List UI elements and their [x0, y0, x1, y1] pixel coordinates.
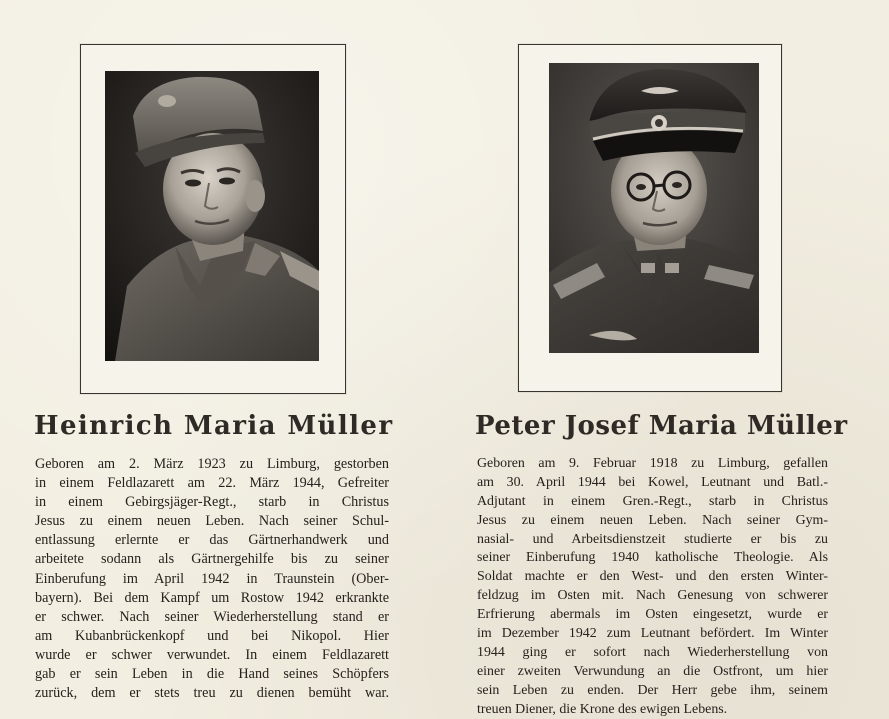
bio-line: treuen Diener, die Krone des ewigen Lebens.	[477, 701, 728, 717]
heinrich-name-heading: Heinrich Maria Müller	[34, 411, 394, 441]
bio-line: nasial- und Arbeitsdienstzeit studierte er bis zu	[477, 531, 828, 547]
bio-line: bayern). Bei dem Kampf um Rostow 1942 erkrankte	[35, 589, 389, 606]
bio-line: Geboren am 2. März 1923 zu Limburg, gestorben	[35, 456, 389, 472]
bio-line: Soldat machte er den West- und den ersten Winter-	[477, 569, 828, 585]
portrait-photo-heinrich	[105, 71, 319, 361]
peter-name-heading: Peter Josef Maria Müller	[475, 411, 848, 441]
portrait-frame-heinrich	[80, 44, 346, 394]
bio-line: am 30. April 1944 bei Kowel, Leutnant und Batl.-	[477, 474, 828, 490]
bio-line: feldzug im Osten mit. Nach Genesung von schwerer	[477, 588, 828, 604]
bio-line: Jesus zu einem neuen Leben. Nach seiner Schul-	[35, 513, 389, 530]
bio-line: er schwer. Nach seiner Wiederherstellung stand er	[35, 608, 389, 625]
portrait-frame-peter	[518, 44, 782, 392]
bio-line: Einberufung im April 1942 in Traunstein (Ober-	[35, 570, 389, 587]
bio-line: Geboren am 9. Februar 1918 zu Limburg, gefallen	[477, 456, 828, 471]
bio-line: arbeitete sodann als Gärtnergehilfe bis zu seiner	[35, 551, 389, 568]
bio-line: wurde er schwer verwundet. In einem Feldlazarett	[35, 646, 389, 663]
bio-line: Adjutant in einem Gren.-Regt., starb in Christus	[477, 493, 828, 509]
heinrich-biography	[35, 455, 389, 703]
portrait-heinrich-image	[105, 71, 319, 361]
bio-line: 1944 ging er sofort nach Wiederherstellung von	[477, 644, 828, 660]
bio-line: Erfrierung abermals im Osten eingesetzt, wurde er	[477, 607, 828, 623]
bio-line: in einem Gebirgsjäger-Regt., starb in Christus	[35, 494, 389, 511]
bio-line: zurück, dem er stets treu zu dienen bemüht war.	[35, 685, 389, 702]
bio-line: Jesus zu einem neuen Leben. Nach seiner Gym-	[477, 512, 828, 528]
bio-line: entlassung erlernte er das Gärtnerhandwerk und	[35, 532, 389, 549]
bio-line: am Kubanbrückenkopf und bei Nikopol. Hier	[35, 627, 389, 644]
right-panel	[444, 0, 888, 719]
peter-biography	[477, 455, 828, 719]
bio-line: gab er sein Leben in die Hand seines Schöpfers	[35, 666, 389, 683]
bio-line: seiner Einberufung 1940 katholische Theologie. Als	[477, 550, 828, 566]
portrait-peter-image	[549, 63, 759, 353]
bio-line: einer zweiten Verwundung an die Ostfront, um hier	[477, 663, 828, 679]
bio-line: sein Leben zu enden. Der Herr gebe ihm, seinem	[477, 682, 828, 698]
bio-line: in einem Feldlazarett am 22. März 1944, Gefreiter	[35, 475, 389, 492]
left-panel	[0, 0, 444, 719]
bio-line: im Dezember 1942 zum Leutnant befördert. Im Winter	[477, 626, 828, 642]
portrait-photo-peter	[549, 63, 759, 353]
